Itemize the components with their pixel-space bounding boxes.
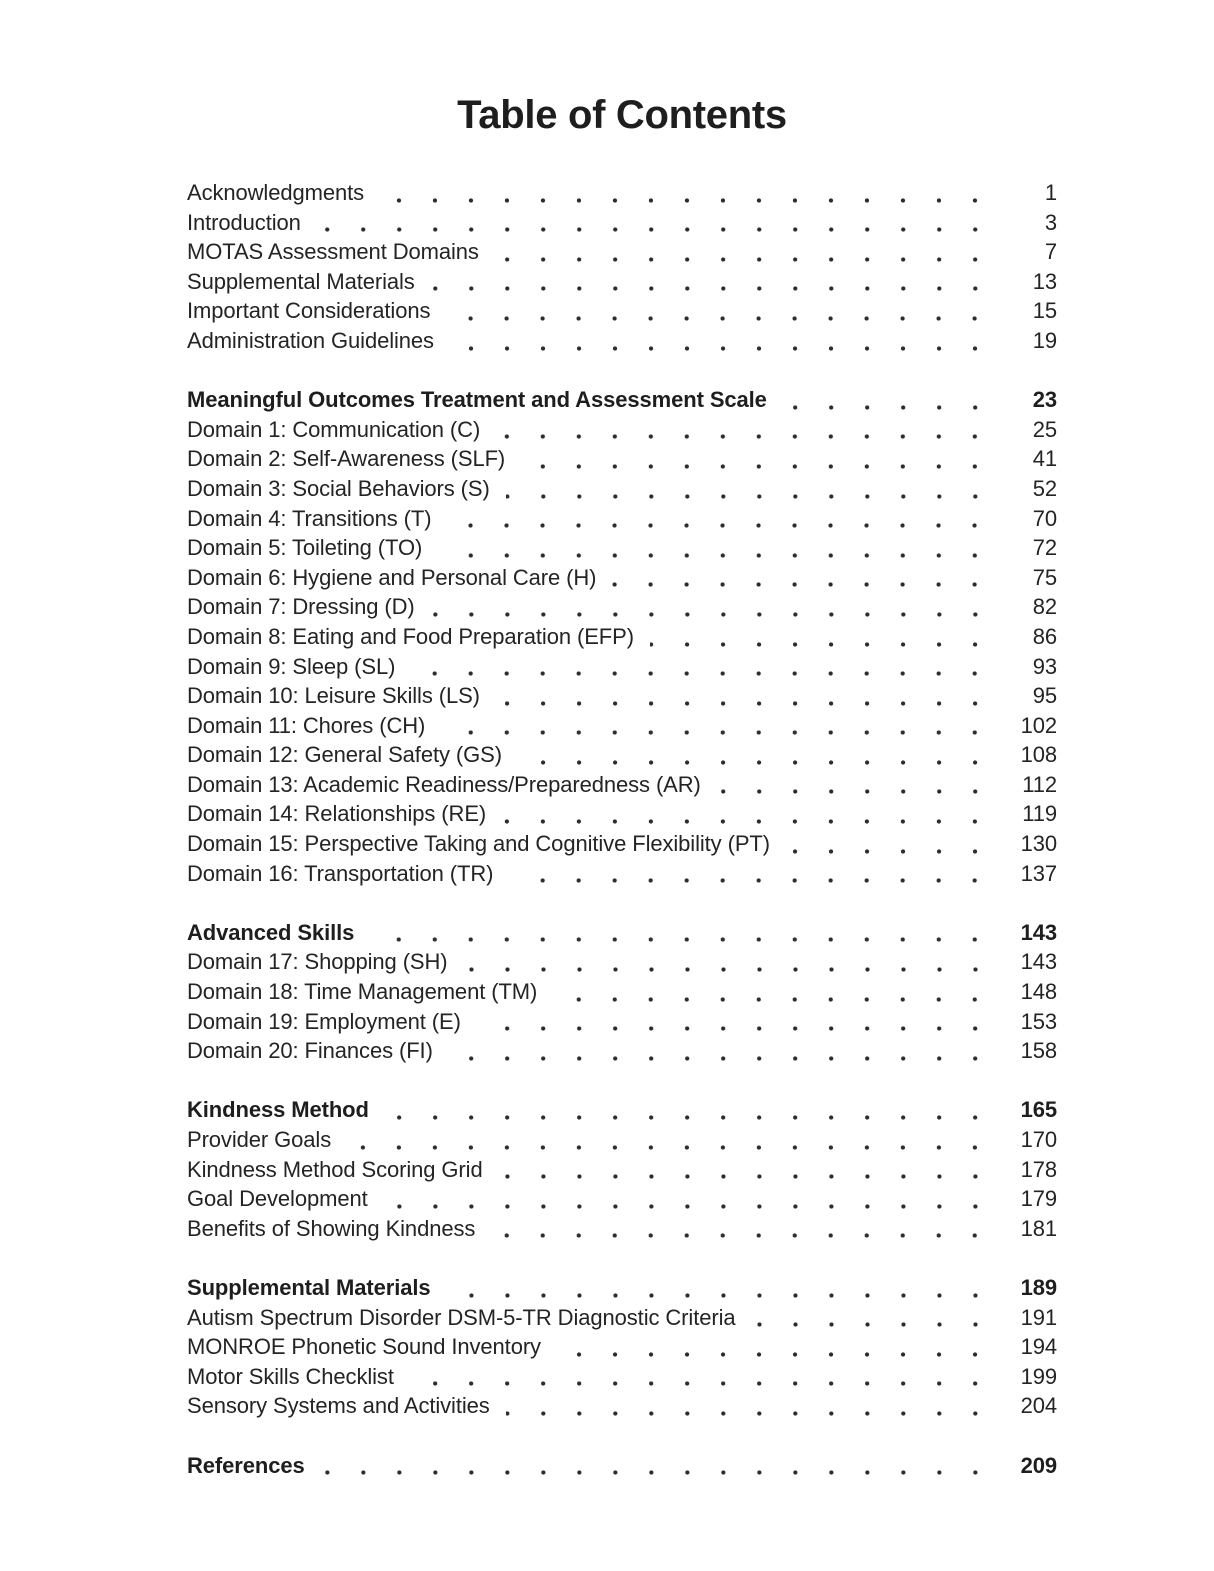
toc-page-number: 1 xyxy=(1044,180,1057,205)
toc-page-number: 7 xyxy=(1044,239,1057,265)
dot-leader xyxy=(752,1303,1002,1333)
dot-leader xyxy=(449,1036,1001,1066)
toc-entry-label: Domain 3: Social Behaviors (S) xyxy=(187,475,490,501)
dot-leader xyxy=(506,474,1001,504)
toc-entry-label: Provider Goals xyxy=(187,1127,332,1152)
toc-row xyxy=(187,652,1057,682)
toc-entry-label: Domain 19: Employment (E) xyxy=(187,1008,461,1034)
dot-leader xyxy=(447,504,1001,534)
dot-leader xyxy=(496,415,1001,445)
toc-row xyxy=(187,592,1057,622)
toc-entry-label: Domain 1: Communication (C) xyxy=(187,416,481,442)
toc-entry-label: Administration Guidelines xyxy=(187,327,434,353)
dot-leader xyxy=(506,1391,1001,1421)
toc-page-number: 102 xyxy=(1020,712,1057,738)
toc-section-header-row xyxy=(187,918,1057,948)
toc-entry-label: Domain 8: Eating and Food Preparation (EFP) xyxy=(187,623,634,649)
toc-entry-label: Supplemental Materials xyxy=(187,268,415,294)
dot-leader xyxy=(411,652,1001,682)
toc-row xyxy=(187,1214,1057,1244)
toc-row xyxy=(187,1036,1057,1066)
dot-leader xyxy=(496,681,1001,711)
toc-entry-label: Domain 2: Self-Awareness (SLF) xyxy=(187,446,506,472)
toc-page-number: 178 xyxy=(1020,1156,1057,1182)
toc-page-number: 93 xyxy=(1032,653,1057,679)
toc-page-number: 23 xyxy=(1032,387,1057,413)
toc-page-number: 194 xyxy=(1020,1334,1057,1360)
toc-page-number: 137 xyxy=(1020,860,1057,886)
toc-entry-label: Supplemental Materials xyxy=(187,1274,431,1300)
page-title: Table of Contents xyxy=(457,93,787,137)
dot-leader xyxy=(447,1273,1001,1303)
toc-entry-label: Domain 6: Hygiene and Personal Care (H) xyxy=(187,564,597,590)
toc-entry-label: Introduction xyxy=(187,209,301,235)
toc-row xyxy=(187,770,1057,800)
toc-page-number: 41 xyxy=(1032,446,1057,472)
toc-section-header-row xyxy=(187,1451,1057,1481)
toc-page-number: 19 xyxy=(1032,327,1057,353)
toc-entry-label: Advanced Skills xyxy=(187,919,355,945)
toc-row xyxy=(187,1007,1057,1037)
toc-page-number: 70 xyxy=(1032,505,1057,531)
toc-row xyxy=(187,711,1057,741)
toc-entry-label: Domain 7: Dressing (D) xyxy=(187,594,415,620)
dot-leader xyxy=(491,1214,1001,1244)
toc-section xyxy=(187,385,1057,888)
dot-leader xyxy=(464,947,1001,977)
toc-page-number: 179 xyxy=(1020,1186,1057,1212)
dot-leader xyxy=(431,592,1001,622)
toc-section-header-row xyxy=(187,1273,1057,1303)
toc-row xyxy=(187,1391,1057,1421)
toc-row xyxy=(187,622,1057,652)
toc-page-number: 112 xyxy=(1022,771,1057,797)
toc-row xyxy=(187,977,1057,1007)
toc-page-number: 143 xyxy=(1020,919,1057,945)
dot-leader xyxy=(446,296,1001,326)
toc-list xyxy=(187,178,1057,1480)
toc-page-number: 165 xyxy=(1020,1097,1057,1123)
dot-leader xyxy=(783,385,1001,415)
toc-entry-label: Domain 11: Chores (CH) xyxy=(187,712,426,738)
toc-row xyxy=(187,296,1057,326)
toc-page-number: 119 xyxy=(1022,801,1057,827)
toc-entry-label: Domain 13: Academic Readiness/Preparedness (AR) xyxy=(187,771,701,797)
toc-page-number: 108 xyxy=(1020,742,1057,768)
dot-leader xyxy=(521,444,1001,474)
toc-page-number: 148 xyxy=(1020,979,1057,1005)
toc-entry-label: Domain 14: Relationships (RE) xyxy=(187,801,487,827)
toc-row xyxy=(187,326,1057,356)
dot-leader xyxy=(612,563,1001,593)
toc-section xyxy=(187,178,1057,356)
toc-page-number: 75 xyxy=(1032,564,1057,590)
toc-entry-label: Benefits of Showing Kindness xyxy=(187,1215,476,1241)
toc-page-number: 52 xyxy=(1032,475,1057,501)
toc-entry-label: Domain 17: Shopping (SH) xyxy=(187,949,448,975)
dot-leader xyxy=(786,829,1001,859)
toc-entry-label: Domain 15: Perspective Taking and Cognitive Flexibility (PT) xyxy=(187,831,770,857)
toc-page-number: 86 xyxy=(1032,623,1057,649)
toc-page-number: 153 xyxy=(1020,1008,1057,1034)
toc-row xyxy=(187,799,1057,829)
toc-row xyxy=(187,947,1057,977)
toc-row xyxy=(187,208,1057,238)
dot-leader xyxy=(717,770,1001,800)
toc-row xyxy=(187,1155,1057,1185)
toc-entry-label: Domain 10: Leisure Skills (LS) xyxy=(187,683,480,709)
dot-leader xyxy=(502,799,1001,829)
toc-row xyxy=(187,740,1057,770)
toc-section xyxy=(187,1273,1057,1421)
toc-entry-label: Important Considerations xyxy=(187,298,431,324)
dot-leader xyxy=(380,178,1001,208)
dot-leader xyxy=(438,533,1001,563)
toc-row xyxy=(187,829,1057,859)
toc-entry-label: MONROE Phonetic Sound Inventory xyxy=(187,1334,541,1360)
toc-page-number: 170 xyxy=(1020,1127,1057,1152)
toc-entry-label: Sensory Systems and Activities xyxy=(187,1393,490,1419)
toc-page-number: 130 xyxy=(1020,831,1057,857)
toc-row xyxy=(187,415,1057,445)
toc-page-number: 72 xyxy=(1032,535,1057,561)
toc-page-number: 209 xyxy=(1020,1452,1057,1478)
dot-leader xyxy=(509,859,1001,889)
toc-row xyxy=(187,444,1057,474)
toc-section-header-row xyxy=(187,385,1057,415)
toc-row xyxy=(187,533,1057,563)
toc-entry-label: Kindness Method xyxy=(187,1097,369,1123)
dot-leader xyxy=(321,1451,1001,1481)
toc-row xyxy=(187,178,1057,208)
toc-page-number: 158 xyxy=(1020,1038,1057,1064)
dot-leader xyxy=(650,622,1001,652)
toc-row xyxy=(187,237,1057,267)
toc-entry-label: Domain 5: Toileting (TO) xyxy=(187,535,423,561)
dot-leader xyxy=(317,208,1001,238)
toc-page-number: 143 xyxy=(1020,949,1057,975)
toc-page-number: 25 xyxy=(1032,416,1057,442)
dot-leader xyxy=(441,711,1001,741)
toc-entry-label: Domain 9: Sleep (SL) xyxy=(187,653,396,679)
dot-leader xyxy=(553,977,1001,1007)
dot-leader xyxy=(495,237,1001,267)
dot-leader xyxy=(518,740,1001,770)
toc-entry-label: Motor Skills Checklist xyxy=(187,1363,394,1389)
toc-entry-label: Domain 12: General Safety (GS) xyxy=(187,742,502,768)
toc-row xyxy=(187,1332,1057,1362)
dot-leader xyxy=(557,1332,1001,1362)
toc-section-header-row xyxy=(187,1095,1057,1125)
toc-page-number: 189 xyxy=(1020,1274,1057,1300)
toc-row xyxy=(187,1303,1057,1333)
toc-row xyxy=(187,504,1057,534)
dot-leader xyxy=(370,918,1001,948)
dot-leader xyxy=(347,1125,1001,1155)
toc-page-number: 199 xyxy=(1020,1363,1057,1389)
toc-row xyxy=(187,563,1057,593)
toc-page-number: 13 xyxy=(1032,268,1057,294)
toc-row xyxy=(187,681,1057,711)
toc-row xyxy=(187,1125,1057,1155)
toc-entry-label: Acknowledgments xyxy=(187,180,365,205)
toc-entry-label: Autism Spectrum Disorder DSM-5-TR Diagnostic Criteria xyxy=(187,1304,736,1330)
toc-row xyxy=(187,474,1057,504)
dot-leader xyxy=(477,1007,1001,1037)
dot-leader xyxy=(499,1155,1001,1185)
toc-page-number: 181 xyxy=(1020,1215,1057,1241)
toc-page-number: 15 xyxy=(1032,298,1057,324)
toc-entry-label: Domain 18: Time Management (TM) xyxy=(187,979,538,1005)
toc-section xyxy=(187,918,1057,1066)
toc-page-number: 191 xyxy=(1020,1304,1057,1330)
dot-leader xyxy=(384,1184,1001,1214)
toc-page-number: 82 xyxy=(1032,594,1057,620)
toc-section xyxy=(187,1451,1057,1481)
toc-entry-label: Goal Development xyxy=(187,1186,368,1212)
toc-entry-label: References xyxy=(187,1452,305,1478)
dot-leader xyxy=(385,1095,1001,1125)
toc-row xyxy=(187,1362,1057,1392)
toc-entry-label: Domain 16: Transportation (TR) xyxy=(187,860,494,886)
toc-page-number: 3 xyxy=(1044,209,1057,235)
toc-entry-label: MOTAS Assessment Domains xyxy=(187,239,479,265)
dot-leader xyxy=(410,1362,1001,1392)
toc-page-number: 95 xyxy=(1032,683,1057,709)
toc-section xyxy=(187,1095,1057,1243)
toc-row xyxy=(187,859,1057,889)
toc-page-number: 204 xyxy=(1020,1393,1057,1419)
toc-entry-label: Kindness Method Scoring Grid xyxy=(187,1156,483,1182)
toc-row xyxy=(187,267,1057,297)
toc-row xyxy=(187,1184,1057,1214)
dot-leader xyxy=(431,267,1001,297)
toc-entry-label: Meaningful Outcomes Treatment and Assessment Scale xyxy=(187,387,767,413)
dot-leader xyxy=(450,326,1001,356)
toc-entry-label: Domain 4: Transitions (T) xyxy=(187,505,432,531)
toc-entry-label: Domain 20: Finances (FI) xyxy=(187,1038,433,1064)
